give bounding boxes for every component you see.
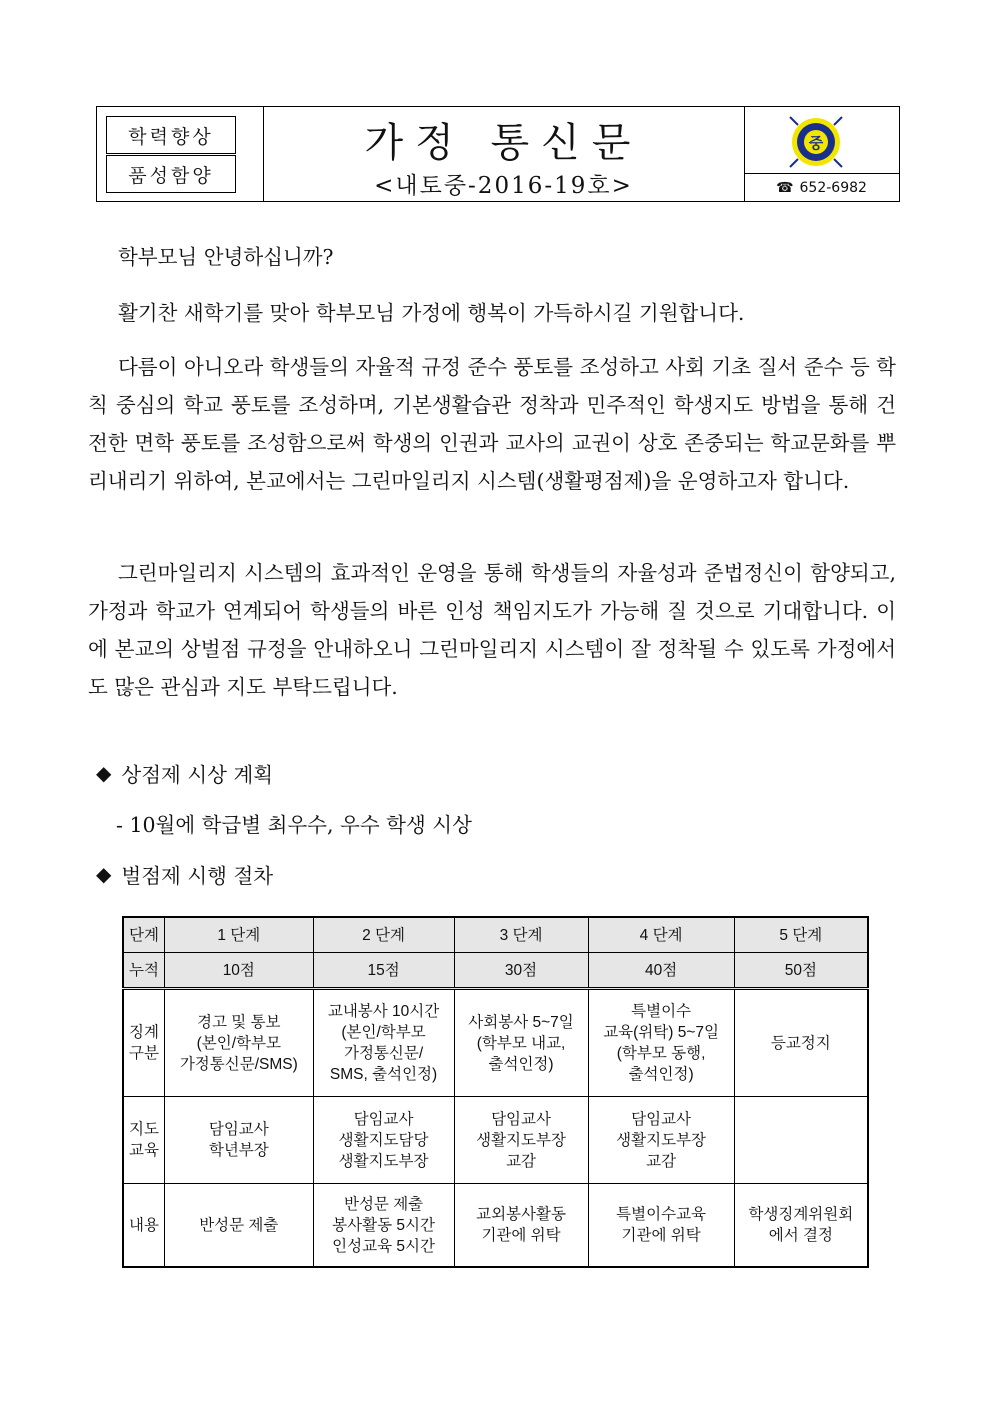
step-cell: 3 단계 xyxy=(454,917,588,953)
motto-character: 품성함양 xyxy=(106,155,236,193)
telephone-icon: ☎ xyxy=(776,179,794,196)
label-accum: 누적 xyxy=(123,953,165,989)
table-row-points xyxy=(123,953,868,989)
penalty-section-heading xyxy=(96,859,273,889)
content-cell: 교외봉사활동 기관에 위탁 xyxy=(454,1184,588,1268)
points-cell: 40점 xyxy=(588,953,734,989)
label-step: 단계 xyxy=(123,917,165,953)
penalty-section-title: 벌점제 시행 절차 xyxy=(121,864,274,888)
penalty-procedure-table xyxy=(122,916,869,1268)
issue-number: <내토중-2016-19호> xyxy=(374,173,633,199)
school-logo xyxy=(784,111,848,171)
diamond-bullet-icon: ◆ xyxy=(96,862,112,886)
guidance-cell-empty xyxy=(734,1097,868,1184)
points-cell: 15점 xyxy=(313,953,454,989)
discipline-cell: 특별이수 교육(위탁) 5~7일 (학부모 동행, 출석인정) xyxy=(588,989,734,1097)
content-cell: 학생징계위원회 에서 결정 xyxy=(734,1184,868,1268)
label-content: 내용 xyxy=(123,1184,165,1268)
title-cell xyxy=(263,107,745,201)
step-cell: 4 단계 xyxy=(588,917,734,953)
guidance-cell: 담임교사 생활지도담당 생활지도부장 xyxy=(313,1097,454,1184)
discipline-cell: 등교정지 xyxy=(734,989,868,1097)
diamond-bullet-icon: ◆ xyxy=(96,761,112,785)
reward-plan-item: - 10월에 학급별 최우수, 우수 학생 시상 xyxy=(116,813,472,837)
page-title: 가정 통신문 xyxy=(364,120,643,166)
points-cell: 10점 xyxy=(165,953,314,989)
paragraph-wishes: 활기찬 새학기를 맞아 학부모님 가정에 행복이 가득하시길 기원합니다. xyxy=(118,301,745,325)
reward-section-title: 상점제 시상 계획 xyxy=(121,763,274,787)
logo-cell xyxy=(744,107,899,201)
step-cell: 5 단계 xyxy=(734,917,868,953)
step-cell: 1 단계 xyxy=(165,917,314,953)
points-cell: 30점 xyxy=(454,953,588,989)
discipline-cell: 사회봉사 5~7일 (학부모 내교, 출석인정) xyxy=(454,989,588,1097)
motto-cell xyxy=(97,107,264,201)
phone-number: 652-6982 xyxy=(799,179,867,196)
table-row-discipline xyxy=(123,989,868,1097)
table-row-steps xyxy=(123,917,868,953)
label-guidance: 지도 교육 xyxy=(123,1097,165,1184)
motto-academic: 학력향상 xyxy=(106,116,236,154)
content-cell: 반성문 제출 xyxy=(165,1184,314,1268)
discipline-cell: 경고 및 통보 (본인/학부모 가정통신문/SMS) xyxy=(165,989,314,1097)
points-cell: 50점 xyxy=(734,953,868,989)
newsletter-header xyxy=(96,106,900,202)
guidance-cell: 담임교사 생활지도부장 교감 xyxy=(454,1097,588,1184)
discipline-cell: 교내봉사 10시간 (본인/학부모 가정통신문/ SMS, 출석인정) xyxy=(313,989,454,1097)
phone-row xyxy=(744,173,899,201)
table-row-content xyxy=(123,1184,868,1268)
step-cell: 2 단계 xyxy=(313,917,454,953)
table-row-guidance xyxy=(123,1097,868,1184)
content-cell: 반성문 제출 봉사활동 5시간 인성교육 5시간 xyxy=(313,1184,454,1268)
paragraph-request: 그린마일리지 시스템의 효과적인 운영을 통해 학생들의 자율성과 준법정신이 함양되고, 가정과 학교가 연계되어 학생들의 바른 인성 책임지도가 가능해 질 것으로 기대합니다. 이에 본교의 상벌점 규정을 안내하오니 그린마일리지 시스템이 잘 정착될 수 있도록 가정에서도 많은 관심과 지도 부탁드립니다. xyxy=(88,561,896,699)
logo-text: 중 xyxy=(808,134,824,152)
greeting: 학부모님 안녕하십니까? xyxy=(118,245,334,269)
guidance-cell: 담임교사 학년부장 xyxy=(165,1097,314,1184)
content-cell: 특별이수교육 기관에 위탁 xyxy=(588,1184,734,1268)
paragraph-purpose: 다름이 아니오라 학생들의 자율적 규정 준수 풍토를 조성하고 사회 기초 질서 준수 등 학칙 중심의 학교 풍토를 조성하며, 기본생활습관 정착과 민주적인 학생지도 방법을 통해 건전한 면학 풍토를 조성함으로써 학생의 인권과 교사의 교권이 상호 존중되는 학교문화를 뿌리내리기 위하여, 본교에서는 그린마일리지 시스템(생활평점제)을 운영하고자 합니다. xyxy=(88,355,896,493)
reward-section-heading xyxy=(96,758,273,788)
label-discipline: 징계 구분 xyxy=(123,989,165,1097)
guidance-cell: 담임교사 생활지도부장 교감 xyxy=(588,1097,734,1184)
